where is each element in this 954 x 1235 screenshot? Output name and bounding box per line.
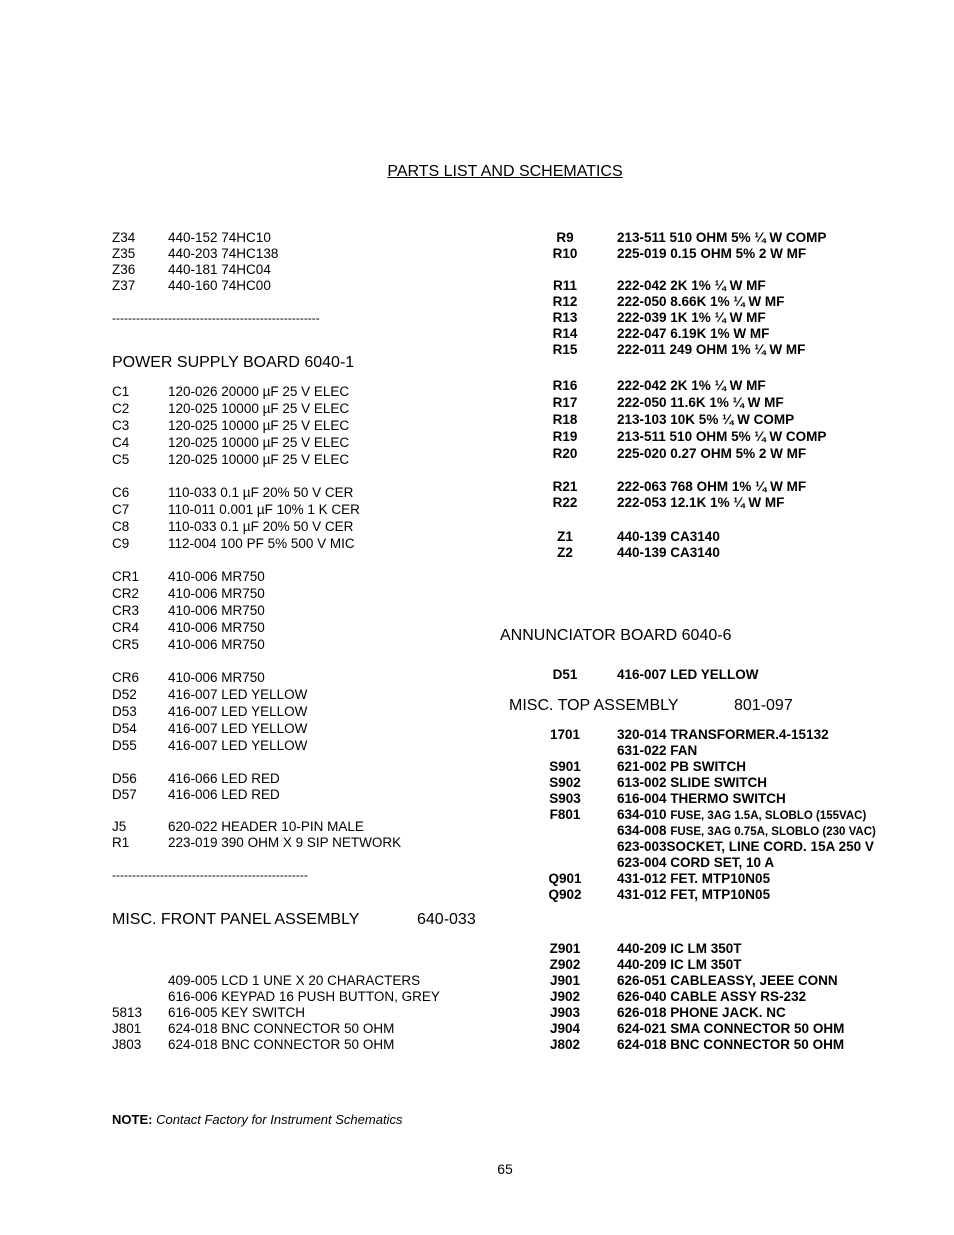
part-desc: 616-006 KEYPAD 16 PUSH BUTTON, GREY <box>168 989 440 1004</box>
top-assembly-heading-text: MISC. TOP ASSEMBLY <box>509 697 679 714</box>
part-row <box>112 1021 512 1037</box>
part-row <box>500 807 940 823</box>
part-row <box>112 569 512 586</box>
part-ref: C4 <box>112 435 130 450</box>
part-desc: 440-209 IC LM 350T <box>617 957 742 972</box>
part-row <box>500 429 940 446</box>
top-assembly-group <box>500 727 940 903</box>
part-row <box>112 687 512 704</box>
part-desc: 223-019 390 OHM X 9 SIP NETWORK <box>168 835 402 850</box>
front-panel-heading-text: MISC. FRONT PANEL ASSEMBLY <box>112 911 360 928</box>
part-row <box>500 479 940 495</box>
part-row <box>112 262 512 278</box>
ic-group <box>500 529 940 561</box>
part-ref: D53 <box>112 704 137 719</box>
part-desc: 624-021 SMA CONNECTOR 50 OHM <box>617 1021 845 1036</box>
part-ref: Z902 <box>549 957 581 972</box>
part-row <box>500 1021 940 1037</box>
part-row <box>500 1005 940 1021</box>
part-ref: Z1 <box>557 529 573 544</box>
part-ref: J904 <box>549 1021 581 1036</box>
part-row <box>112 1037 512 1053</box>
diode-group-a <box>112 670 512 755</box>
part-desc: 410-006 MR750 <box>168 670 265 685</box>
part-ref: Z34 <box>112 230 136 245</box>
part-row <box>500 446 940 463</box>
part-desc: 416-006 LED RED <box>168 787 280 802</box>
part-ref: R19 <box>552 429 578 444</box>
top-assembly-group-b <box>500 941 940 1053</box>
part-row <box>500 871 940 887</box>
note <box>112 1112 402 1127</box>
part-ref: D51 <box>552 667 578 682</box>
part-desc: 110-033 0.1 µF 20% 50 V CER <box>168 519 354 534</box>
part-desc: 120-025 10000 µF 25 V ELEC <box>168 452 350 467</box>
part-row <box>500 775 940 791</box>
part-desc: 416-007 LED YELLOW <box>617 667 759 682</box>
part-ref: C5 <box>112 452 130 467</box>
part-ref: Q901 <box>548 871 582 886</box>
separator: ------------------------------------------------- <box>112 868 308 882</box>
part-row <box>500 310 940 326</box>
part-ref: R9 <box>556 230 574 245</box>
part-ref: CR6 <box>112 670 140 685</box>
right-column <box>500 230 940 1053</box>
part-ref: Z35 <box>112 246 136 261</box>
part-desc: 616-005 KEY SWITCH <box>168 1005 306 1020</box>
part-desc-small: FUSE, 3AG 1.5A, SLOBLO (155VAC) <box>670 810 867 822</box>
part-row <box>112 230 512 246</box>
part-row <box>112 1005 512 1021</box>
left-column <box>112 230 512 1053</box>
part-row <box>112 835 512 851</box>
part-desc: 440-203 74HC138 <box>168 246 279 261</box>
part-row <box>500 294 940 310</box>
part-row <box>500 743 940 759</box>
part-ref: CR1 <box>112 569 140 584</box>
part-ref: J903 <box>549 1005 581 1020</box>
part-row <box>500 1037 940 1053</box>
part-ref: 5813 <box>112 1005 143 1020</box>
resistor-group-b <box>500 278 940 358</box>
part-desc: 626-040 CABLE ASSY RS-232 <box>617 989 807 1004</box>
part-ref: J901 <box>549 973 581 988</box>
resistor-group-d <box>500 479 940 511</box>
part-desc: 222-050 11.6K 1% ¼ W MF <box>617 395 784 410</box>
part-ref: R14 <box>552 326 578 341</box>
part-row <box>112 278 512 294</box>
part-desc: 410-006 MR750 <box>168 620 265 635</box>
part-desc: 623-004 CORD SET, 10 A <box>617 855 775 870</box>
part-desc: 222-063 768 OHM 1% ¼ W MF <box>617 479 807 494</box>
part-desc: 624-018 BNC CONNECTOR 50 OHM <box>168 1021 395 1036</box>
part-desc <box>617 823 876 840</box>
part-desc: 222-011 249 OHM 1% ¼ W MF <box>617 342 806 357</box>
part-row <box>112 603 512 620</box>
part-ref: R18 <box>552 412 578 427</box>
part-desc: 213-103 10K 5% ¼ W COMP <box>617 412 795 427</box>
part-row <box>500 278 940 294</box>
part-ref: C6 <box>112 485 130 500</box>
part-desc: 222-053 12.1K 1% ¼ W MF <box>617 495 785 510</box>
part-ref: J803 <box>112 1037 142 1052</box>
part-ref: S903 <box>549 791 581 806</box>
part-desc: 416-007 LED YELLOW <box>168 687 308 702</box>
part-ref: J802 <box>549 1037 581 1052</box>
part-row <box>500 839 940 855</box>
part-row <box>112 418 512 435</box>
connector-group <box>112 819 512 851</box>
resistor-group-c <box>500 378 940 463</box>
part-row <box>112 246 512 262</box>
resistor-group-a <box>500 230 940 262</box>
power-supply-heading: POWER SUPPLY BOARD 6040-1 <box>112 354 355 371</box>
part-desc: 624-018 BNC CONNECTOR 50 OHM <box>168 1037 395 1052</box>
annunciator-heading: ANNUNCIATOR BOARD 6040-6 <box>500 627 732 644</box>
part-desc: 416-007 LED YELLOW <box>168 721 308 736</box>
part-ref: Z901 <box>549 941 581 956</box>
part-row <box>500 855 940 871</box>
part-ref: D56 <box>112 771 137 786</box>
part-desc: 213-511 510 OHM 5% ¼ W COMP <box>617 230 827 245</box>
page-number: 65 <box>497 1161 513 1177</box>
note-text: Contact Factory for Instrument Schematics <box>156 1112 403 1127</box>
part-ref: C7 <box>112 502 130 517</box>
part-row <box>112 973 512 989</box>
part-row <box>500 957 940 973</box>
part-ref: R16 <box>552 378 578 393</box>
part-ref: CR5 <box>112 637 140 652</box>
part-ref: R1 <box>112 835 130 850</box>
part-row <box>112 787 512 803</box>
part-desc: 416-066 LED RED <box>168 771 280 786</box>
part-row <box>500 941 940 957</box>
part-desc: 213-511 510 OHM 5% ¼ W COMP <box>617 429 827 444</box>
part-desc: 440-152 74HC10 <box>168 230 271 245</box>
top-assembly-heading <box>500 695 940 717</box>
part-desc: 120-025 10000 µF 25 V ELEC <box>168 401 350 416</box>
part-row <box>500 395 940 412</box>
front-panel-code: 640-033 <box>417 911 476 928</box>
note-label: NOTE: <box>112 1112 153 1127</box>
part-row <box>112 485 512 502</box>
part-row <box>500 887 940 903</box>
part-desc: 222-050 8.66K 1% ¼ W MF <box>617 294 785 309</box>
front-panel-heading <box>112 909 512 931</box>
part-ref: J5 <box>112 819 127 834</box>
part-row <box>500 989 940 1005</box>
part-desc: 225-019 0.15 OHM 5% 2 W MF <box>617 246 807 261</box>
part-ref: R13 <box>552 310 578 325</box>
part-row <box>112 637 512 654</box>
capacitor-group-b <box>112 485 512 553</box>
part-desc: 440-139 CA3140 <box>617 529 720 544</box>
part-desc: 623-003SOCKET, LINE CORD. 15A 250 V <box>617 839 874 854</box>
part-desc: 225-020 0.27 OHM 5% 2 W MF <box>617 446 807 461</box>
capacitor-group-a <box>112 384 512 469</box>
part-ref: D52 <box>112 687 137 702</box>
part-desc: 440-209 IC LM 350T <box>617 941 742 956</box>
part-desc: 620-022 HEADER 10-PIN MALE <box>168 819 364 834</box>
part-desc: 110-033 0.1 µF 20% 50 V CER <box>168 485 354 500</box>
page-title: PARTS LIST AND SCHEMATICS <box>387 163 623 180</box>
part-ref: R15 <box>552 342 578 357</box>
part-desc: 431-012 FET, MTP10N05 <box>617 887 771 902</box>
part-row <box>500 823 940 839</box>
part-ref: Z36 <box>112 262 136 277</box>
part-desc: 410-006 MR750 <box>168 586 265 601</box>
part-desc: 112-004 100 PF 5% 500 V MIC <box>168 536 355 551</box>
part-ref: Z37 <box>112 278 136 293</box>
part-desc: 621-002 PB SWITCH <box>617 759 747 774</box>
part-desc: 626-018 PHONE JACK. NC <box>617 1005 786 1020</box>
part-row <box>112 435 512 452</box>
part-row <box>112 384 512 401</box>
part-desc: 626-051 CABLEASSY, JEEE CONN <box>617 973 838 988</box>
part-ref: Z2 <box>557 545 573 560</box>
part-ref: R21 <box>552 479 578 494</box>
part-ref: R17 <box>552 395 578 410</box>
part-ref: R11 <box>552 278 578 293</box>
part-row <box>500 495 940 511</box>
part-row <box>112 989 512 1005</box>
part-row <box>112 819 512 835</box>
part-desc: 410-006 MR750 <box>168 569 265 584</box>
part-desc: 616-004 THERMO SWITCH <box>617 791 786 806</box>
part-desc: 120-025 10000 µF 25 V ELEC <box>168 418 350 433</box>
separator: ---------------------------------------------------- <box>112 311 320 325</box>
part-ref: S902 <box>549 775 581 790</box>
z-group <box>112 230 512 294</box>
part-desc: 440-181 74HC04 <box>168 262 271 277</box>
part-desc: 416-007 LED YELLOW <box>168 704 308 719</box>
part-row <box>500 727 940 743</box>
part-number: 634-008 <box>617 823 667 838</box>
part-row <box>112 771 512 787</box>
part-row <box>500 342 940 358</box>
part-ref: C8 <box>112 519 130 534</box>
part-ref: D54 <box>112 721 137 736</box>
part-desc <box>617 807 866 824</box>
part-row <box>500 230 940 246</box>
part-desc: 222-047 6.19K 1% W MF <box>617 326 770 341</box>
part-desc: 409-005 LCD 1 UNE X 20 CHARACTERS <box>168 973 421 988</box>
annunciator-group <box>500 667 940 683</box>
part-row <box>112 502 512 519</box>
part-ref: CR3 <box>112 603 140 618</box>
top-assembly-code: 801-097 <box>734 697 793 714</box>
part-row <box>500 246 940 262</box>
part-row <box>112 519 512 536</box>
part-row <box>500 791 940 807</box>
part-desc: 410-006 MR750 <box>168 637 265 652</box>
part-desc: 440-160 74HC00 <box>168 278 271 293</box>
rectifier-group <box>112 569 512 654</box>
part-row <box>500 529 940 545</box>
part-desc: 320-014 TRANSFORMER.4-15132 <box>617 727 829 742</box>
part-row <box>112 401 512 418</box>
part-row <box>112 452 512 469</box>
part-ref: D55 <box>112 738 137 753</box>
part-row <box>112 536 512 553</box>
part-desc: 416-007 LED YELLOW <box>168 738 308 753</box>
part-ref: R10 <box>552 246 578 261</box>
part-row <box>112 704 512 721</box>
part-row <box>500 759 940 775</box>
part-row <box>112 586 512 603</box>
part-ref: J902 <box>549 989 581 1004</box>
part-ref: 1701 <box>549 727 581 742</box>
part-ref: C2 <box>112 401 130 416</box>
part-ref: S901 <box>549 759 581 774</box>
part-desc: 631-022 FAN <box>617 743 698 758</box>
part-desc: 120-026 20000 µF 25 V ELEC <box>168 384 350 399</box>
part-ref: F801 <box>549 807 581 822</box>
part-row <box>500 973 940 989</box>
part-row <box>112 670 512 687</box>
part-number: 634-010 <box>617 807 667 822</box>
part-ref: CR2 <box>112 586 140 601</box>
diode-group-b <box>112 771 512 803</box>
part-ref: R20 <box>552 446 578 461</box>
part-desc: 222-042 2K 1% ¼ W MF <box>617 378 766 393</box>
part-desc: 110-011 0.001 µF 10% 1 K CER <box>168 502 360 517</box>
part-row <box>500 667 940 683</box>
part-ref: C3 <box>112 418 130 433</box>
part-desc: 624-018 BNC CONNECTOR 50 OHM <box>617 1037 845 1052</box>
part-desc: 431-012 FET. MTP10N05 <box>617 871 771 886</box>
part-desc: 222-042 2K 1% ¼ W MF <box>617 278 766 293</box>
part-row <box>112 721 512 738</box>
part-desc: 120-025 10000 µF 25 V ELEC <box>168 435 350 450</box>
part-ref: J801 <box>112 1021 142 1036</box>
part-desc: 613-002 SLIDE SWITCH <box>617 775 768 790</box>
front-panel-group <box>112 973 512 1053</box>
part-ref: C1 <box>112 384 130 399</box>
part-desc: 410-006 MR750 <box>168 603 265 618</box>
part-ref: Q902 <box>548 887 582 902</box>
part-row <box>500 412 940 429</box>
part-row <box>112 620 512 637</box>
part-row <box>500 545 940 561</box>
part-desc-small: FUSE, 3AG 0.75A, SLOBLO (230 VAC) <box>670 826 876 838</box>
part-ref: R22 <box>552 495 578 510</box>
part-ref: CR4 <box>112 620 140 635</box>
part-desc: 222-039 1K 1% ¼ W MF <box>617 310 766 325</box>
part-desc: 440-139 CA3140 <box>617 545 720 560</box>
part-row <box>500 326 940 342</box>
part-row <box>112 738 512 755</box>
part-row <box>500 378 940 395</box>
part-ref: D57 <box>112 787 137 802</box>
part-ref: R12 <box>552 294 578 309</box>
part-ref: C9 <box>112 536 130 551</box>
